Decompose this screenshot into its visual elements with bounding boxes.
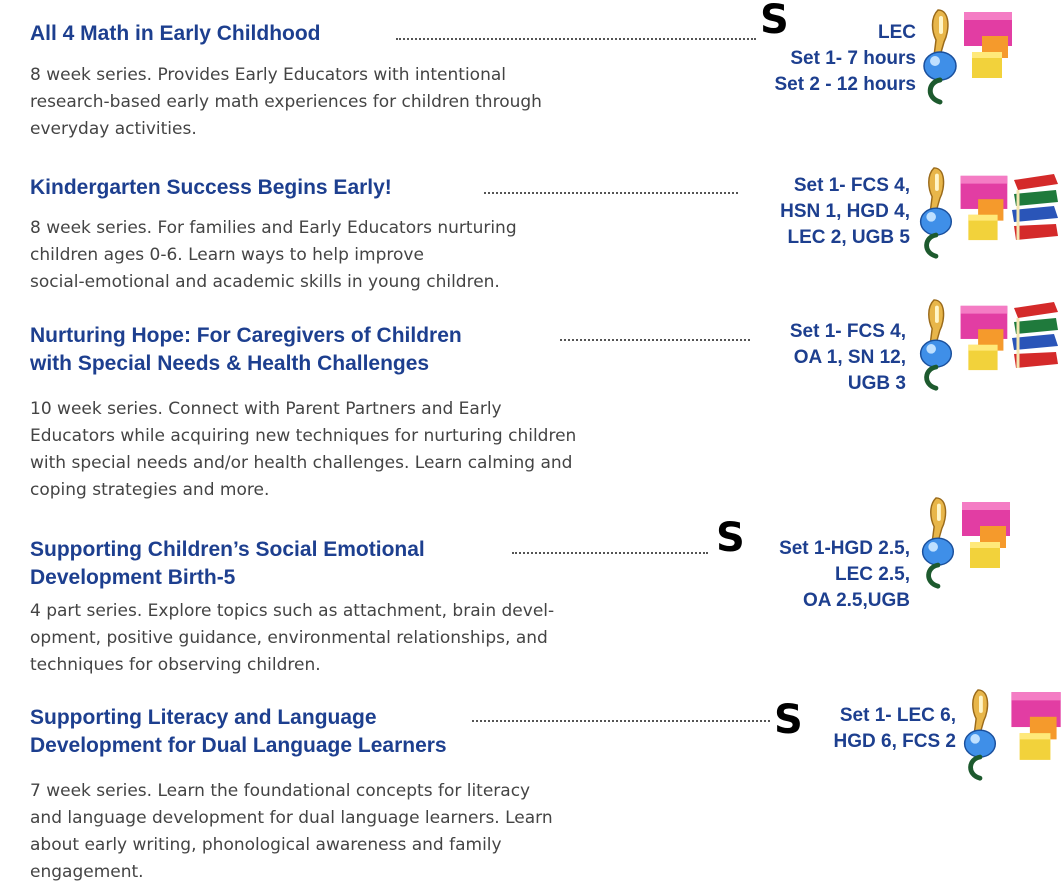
rattle-icon (914, 298, 956, 392)
blocks-icon (956, 300, 1008, 374)
course-description: 8 week series. For families and Early Educators nurturing children ages 0-6. Learn ways to help improve social-emotional and academic skills in young children. (30, 218, 517, 292)
rattle-icon (914, 166, 956, 260)
course-codes: LEC Set 1- 7 hours Set 2 - 12 hours (774, 22, 916, 95)
rattle-icon (958, 688, 1000, 782)
rattle-icon (916, 496, 958, 590)
blocks-icon (1006, 686, 1062, 764)
blocks-icon (960, 6, 1012, 82)
course-codes: Set 1-HGD 2.5, LEC 2.5, OA 2.5,UGB (779, 538, 910, 611)
dot-leader (560, 339, 750, 341)
s-badge: S (774, 697, 803, 743)
course-description: 4 part series. Explore topics such as attachment, brain devel- opment, positive guidance, environmental relationships, and techniques for observing children. (30, 601, 555, 675)
course-codes: Set 1- LEC 6, HGD 6, FCS 2 (833, 705, 956, 752)
rattle-icon (918, 8, 960, 106)
s-badge: S (716, 515, 745, 561)
course-codes: Set 1- FCS 4, HSN 1, HGD 4, LEC 2, UGB 5 (780, 175, 910, 248)
blocks-icon (958, 496, 1010, 572)
course-codes: Set 1- FCS 4, OA 1, SN 12, UGB 3 (789, 321, 906, 394)
course-title: Supporting Literacy and Language Development for Dual Language Learners (30, 706, 447, 757)
blocks-icon (956, 170, 1008, 244)
books-icon (1010, 170, 1060, 248)
dot-leader (472, 720, 770, 722)
course-description: 8 week series. Provides Early Educators with intentional research-based early math experiences for children through everyday activities. (30, 65, 542, 139)
course-title: All 4 Math in Early Childhood (30, 22, 321, 45)
course-title: Nurturing Hope: For Caregivers of Children with Special Needs & Health Challenges (30, 324, 462, 375)
s-badge: S (760, 0, 789, 43)
dot-leader (512, 552, 708, 554)
course-description: 10 week series. Connect with Parent Partners and Early Educators while acquiring new techniques for nurturing children with special needs and/or health challenges. Learn calming and coping strategies and more. (30, 399, 577, 500)
dot-leader (484, 192, 738, 194)
books-icon (1010, 298, 1060, 376)
dot-leader (396, 38, 756, 40)
course-title: Kindergarten Success Begins Early! (30, 176, 392, 199)
course-title: Supporting Children’s Social Emotional Development Birth-5 (30, 538, 425, 589)
course-description: 7 week series. Learn the foundational concepts for literacy and language development for dual language learners. Learn about early writing, phonological awareness and family engagement. (30, 781, 553, 882)
